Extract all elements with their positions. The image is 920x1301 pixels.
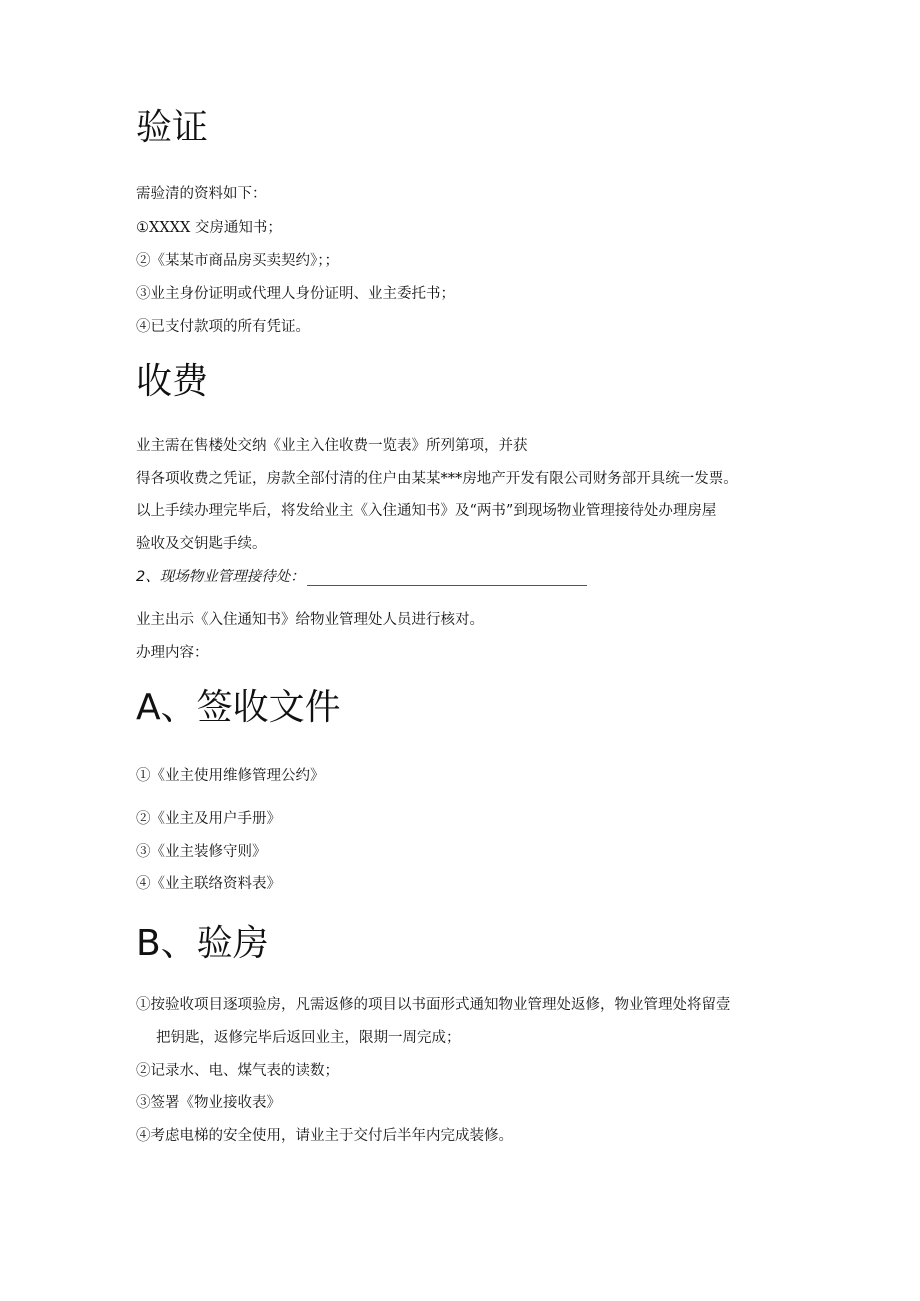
fee-line-1: 业主需在售楼处交纳《业主入住收费一览表》所列第项，并获: [136, 438, 528, 454]
fee-line-2: 得各项收费之凭证，房款全部付清的住户由某某***房地产开发有限公司财务部开具统一发票。: [136, 471, 738, 487]
verify-intro: 需验清的资料如下：: [136, 186, 267, 202]
inspect-item-4: ④考虑电梯的安全使用，请业主于交付后半年内完成装修。: [136, 1128, 513, 1144]
heading-fee: 收费: [136, 361, 209, 402]
verify-item-2: ②《某某市商品房买卖契约》；；: [136, 253, 339, 269]
reception-title: 2、现场物业管理接待处：: [136, 569, 305, 585]
inspect-item-1-continued: 把钥匙，返修完毕后返回业主，限期一周完成；: [156, 1030, 461, 1046]
reception-line-2: 办理内容：: [136, 645, 209, 661]
reception-line-1: 业主出示《入住通知书》给物业管理处人员进行核对。: [136, 612, 484, 628]
sign-item-1: ①《业主使用维修管理公约》: [136, 768, 325, 784]
verify-item-1: ①XXXX 交房通知书；: [136, 220, 282, 236]
inspect-item-1: ①按验收项目逐项验房，凡需返修的项目以书面形式通知物业管理处返修，物业管理处将留壹: [136, 997, 731, 1013]
heading-inspect-house: B、验房: [136, 923, 269, 964]
inspect-item-3: ③签署《物业接收表》: [136, 1095, 281, 1111]
verify-item-4: ④已支付款项的所有凭证。: [136, 319, 310, 335]
blank-underline: [307, 571, 587, 586]
heading-verify: 验证: [136, 107, 209, 148]
fee-line-3: 以上手续办理完毕后，将发给业主《入住通知书》及“两书”到现场物业管理接待处办理房屋: [136, 503, 717, 519]
sign-item-2: ②《业主及用户手册》: [136, 811, 281, 827]
verify-item-3: ③业主身份证明或代理人身份证明、业主委托书；: [136, 286, 455, 302]
inspect-item-2: ②记录水、电、煤气表的读数；: [136, 1063, 339, 1079]
heading-sign-documents: A、签收文件: [136, 687, 341, 728]
fee-line-4: 验收及交钥匙手续。: [136, 536, 267, 552]
sign-item-3: ③《业主装修守则》: [136, 844, 267, 860]
reception-title-row: [136, 568, 587, 586]
sign-item-4: ④《业主联络资料表》: [136, 876, 281, 892]
